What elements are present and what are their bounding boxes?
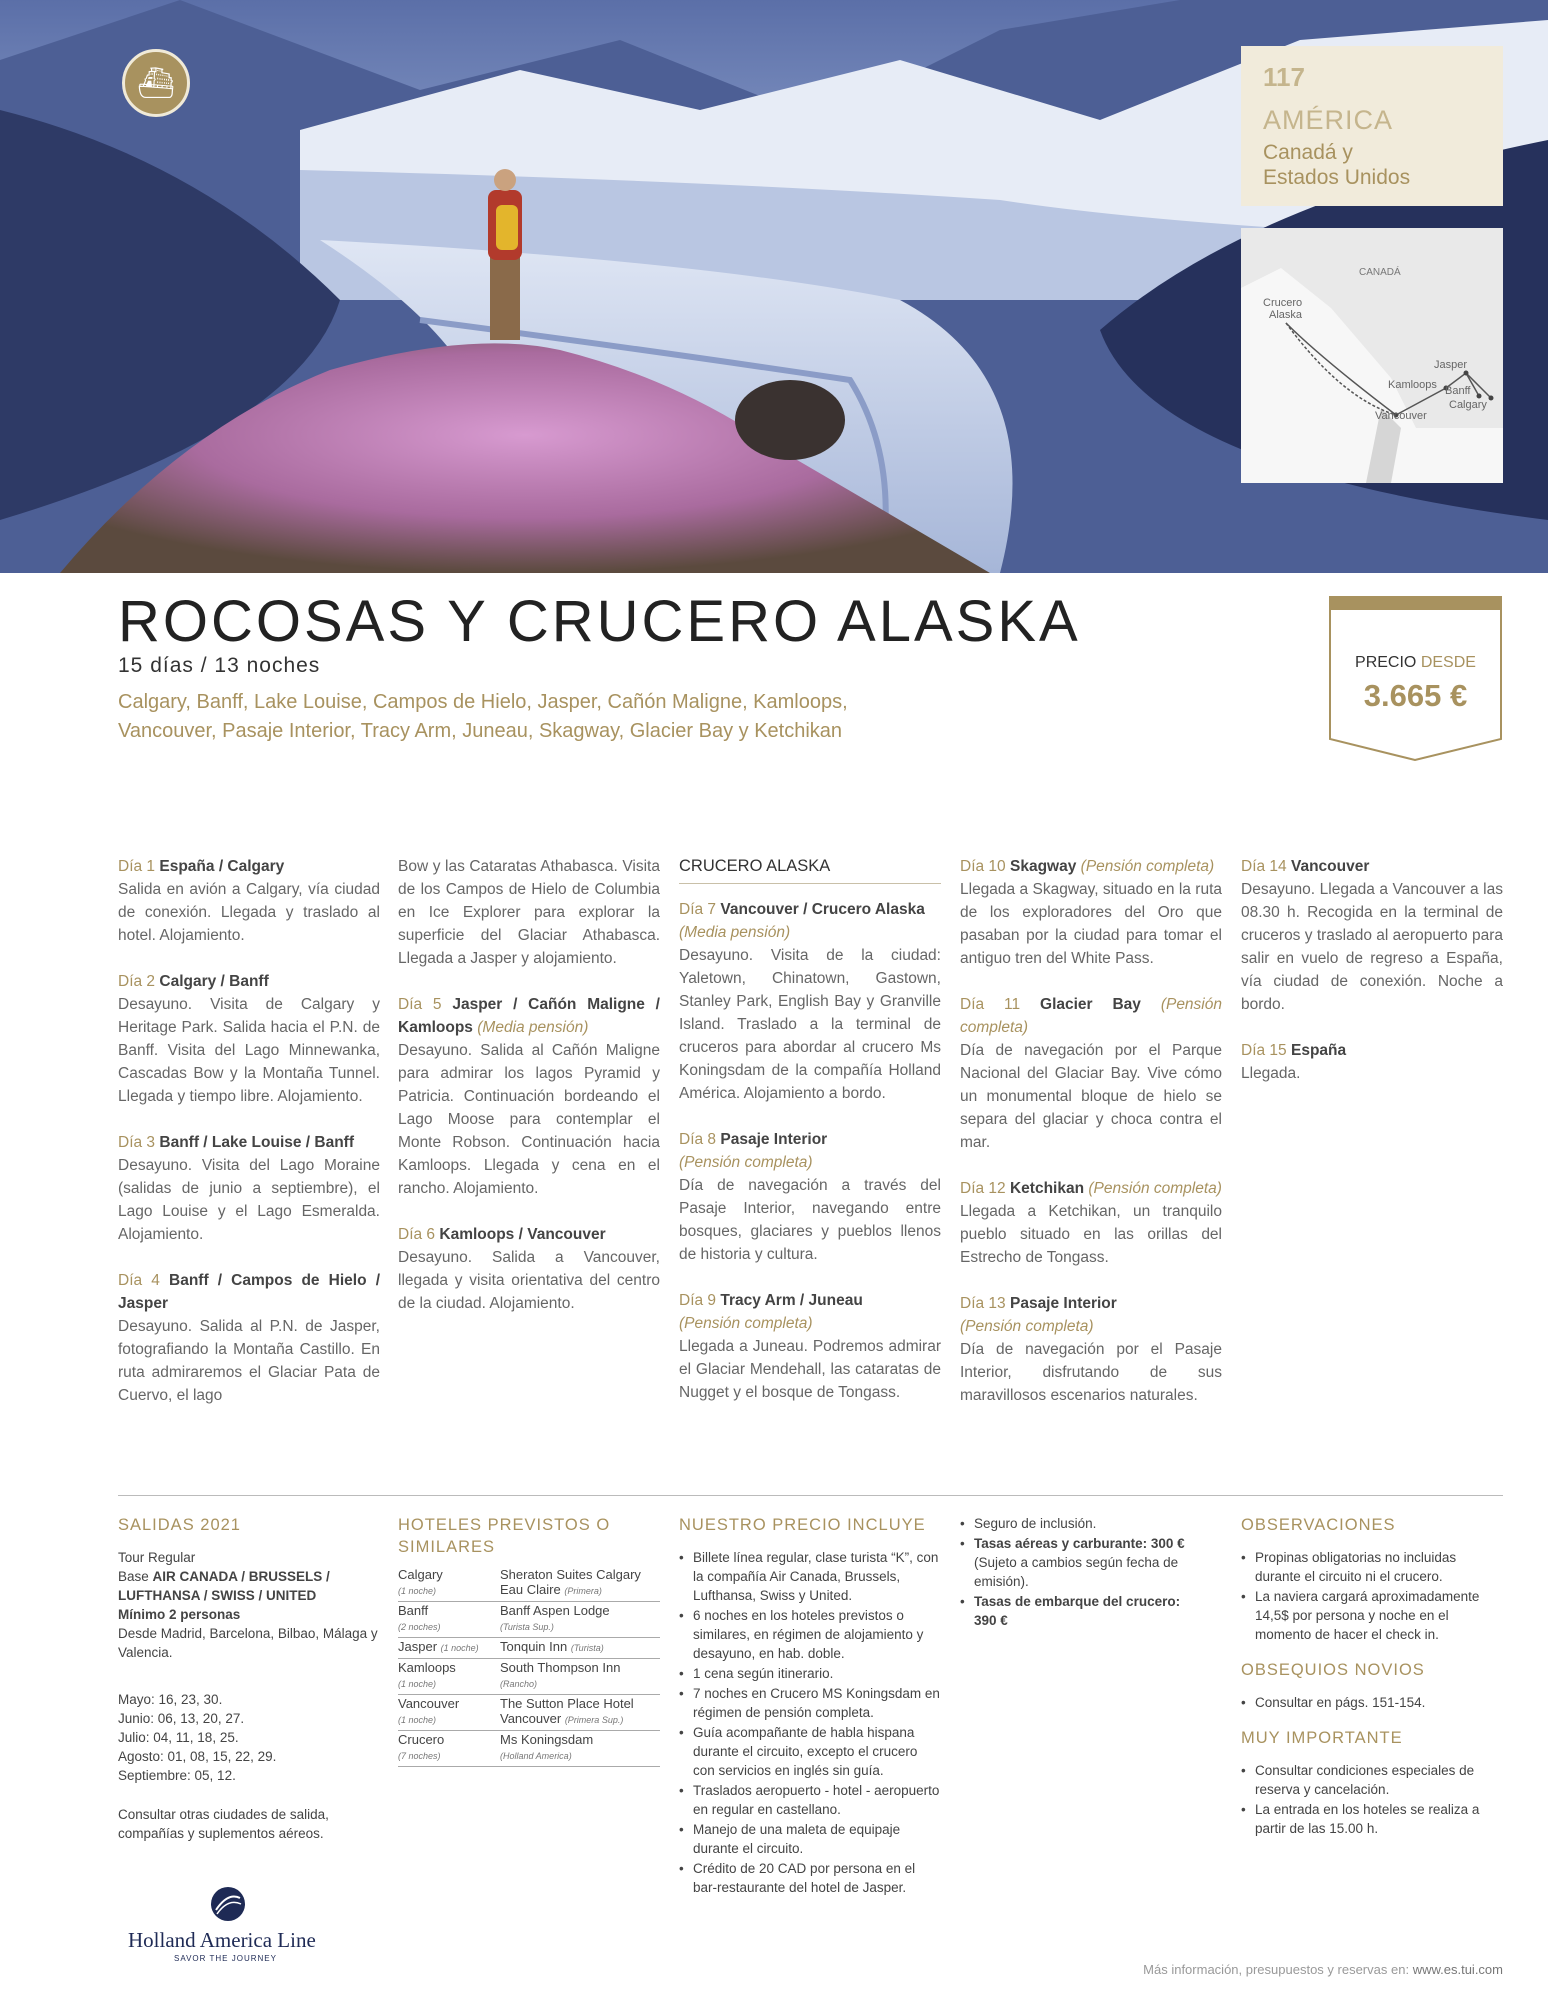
- map-label-calgary: Calgary: [1449, 399, 1487, 411]
- itinerary-column-4: [960, 855, 1222, 1430]
- trip-duration: 15 días / 13 noches: [118, 654, 321, 677]
- observation-item: • Propinas obligatorias no incluidas durante el circuito ni el crucero.: [1241, 1548, 1503, 1586]
- observations-list: [1241, 1548, 1503, 1644]
- includes-item: • 6 noches en los hoteles previstos o similares, en régimen de alojamiento y desayuno, en hab. doble.: [679, 1606, 941, 1663]
- departure-cities: Desde Madrid, Barcelona, Bilbao, Málaga y Valencia.: [118, 1626, 378, 1660]
- ship-wheel-icon: [208, 1884, 248, 1924]
- includes-item: • Traslados aeropuerto - hotel - aeropuerto en regular en castellano.: [679, 1781, 941, 1819]
- includes-item: • Tasas de embarque del crucero: 390 €: [960, 1592, 1200, 1630]
- hotel-row-vancouver: Vancouver (1 noche) The Sutton Place Hotel Vancouver (Primera Sup.): [398, 1695, 660, 1731]
- day-9: Día 9 Tracy Arm / Juneau (Pensión completa) Llegada a Juneau. Podremos admirar el Glaciar Mendehall, las cataratas de Nugget y el bosque de Tongass.: [679, 1292, 941, 1401]
- observations-heading: OBSERVACIONES: [1241, 1516, 1396, 1534]
- hotels-table: [398, 1566, 660, 1767]
- day-4-continued: Bow y las Cataratas Athabasca. Visita de los Campos de Hielo de Columbia en Ice Explorer para explorar la superficie del Glaciar Athabasca. Llegada a Jasper y alojamiento.: [398, 858, 660, 967]
- itinerary-column-3: [679, 855, 941, 1427]
- footer-url[interactable]: www.es.tui.com: [1412, 1962, 1503, 1977]
- important-list: [1241, 1761, 1503, 1838]
- price-value: 3.665 €: [1363, 678, 1468, 713]
- important-heading: MUY IMPORTANTE: [1241, 1729, 1403, 1747]
- includes-list-2: [960, 1514, 1200, 1630]
- date-june: Junio: 06, 13, 20, 27.: [118, 1711, 245, 1726]
- includes-item: • Guía acompañante de habla hispana durante el circuito, excepto el crucero con servicios en inglés sin guía.: [679, 1723, 941, 1780]
- day-11: Día 11 Glacier Bay (Pensión completa) Día de navegación por el Parque Nacional del Glaciar Bay. Vive cómo un monumental bloque de hielo se separa del glaciar y choca contra el mar.: [960, 996, 1222, 1151]
- price-box: [1329, 596, 1502, 761]
- min-persons: Mínimo 2 personas: [118, 1607, 241, 1622]
- day-12: Día 12 Ketchikan (Pensión completa) Llegada a Ketchikan, un tranquilo pueblo situado en las orillas del Estrecho de Tongass.: [960, 1180, 1222, 1266]
- includes-list: [679, 1548, 941, 1897]
- map-label-kamloops: Kamloops: [1388, 379, 1437, 391]
- day-7: Día 7 Vancouver / Crucero Alaska (Media pensión) Desayuno. Visita de la ciudad: Yaletown, Chinatown, Gastown, Stanley Park, English Bay y Granville Island. Traslado a la terminal de cruceros para abordar al crucero Ms Koningsdam de la compañía Holland América. Alojamiento a bordo.: [679, 901, 941, 1102]
- region-name: AMÉRICA: [1263, 105, 1394, 135]
- route-map: [1241, 228, 1503, 483]
- tour-type: Tour Regular: [118, 1550, 196, 1565]
- gift-item: • Consultar en págs. 151-154.: [1241, 1693, 1503, 1712]
- includes-item: • Manejo de una maleta de equipaje durante el circuito.: [679, 1820, 941, 1858]
- includes-item: • Billete línea regular, clase turista “K”, con la compañía Air Canada, Brussels, Lufthansa, Swiss y United.: [679, 1548, 941, 1605]
- footer: Más información, presupuestos y reservas en: www.es.tui.com: [1143, 1962, 1503, 1977]
- important-item: • La entrada en los hoteles se realiza a partir de las 15.00 h.: [1241, 1800, 1503, 1838]
- holland-america-logo: [118, 1884, 338, 1964]
- includes-item: • 1 cena según itinerario.: [679, 1664, 941, 1683]
- date-july: Julio: 04, 11, 18, 25.: [118, 1730, 239, 1745]
- day-8: Día 8 Pasaje Interior (Pensión completa) Día de navegación a través del Pasaje Interior, navegando entre bosques, glaciares y pueblos llenos de historia y cultura.: [679, 1131, 941, 1263]
- includes-section: [679, 1514, 941, 1898]
- day-10: Día 10 Skagway (Pensión completa) Llegada a Skagway, situado en la ruta de los exploradores del Oro que pasaban por la ciudad para tomar el antiguo tren del White Pass.: [960, 858, 1222, 967]
- day-2: Día 2 Calgary / Banff Desayuno. Visita de Calgary y Heritage Park. Salida hacia el P.N. de Banff. Visita del Lago Minnewanka, Cascadas Bow y la Montaña Tunnel. Llegada y tiempo libre. Alojamiento.: [118, 973, 380, 1105]
- includes-heading: NUESTRO PRECIO INCLUYE: [679, 1516, 926, 1534]
- trip-title: ROCOSAS Y CRUCERO ALASKA: [118, 589, 1081, 654]
- gifts-heading: OBSEQUIOS NOVIOS: [1241, 1661, 1425, 1679]
- hotel-row-banff: Banff (2 noches) Banff Aspen Lodge (Turista Sup.): [398, 1602, 660, 1638]
- includes-item: • 7 noches en Crucero MS Koningsdam en régimen de pensión completa.: [679, 1684, 941, 1722]
- hotel-row-jasper: Jasper (1 noche) Tonquin Inn (Turista): [398, 1638, 660, 1659]
- observations-section: [1241, 1514, 1503, 1839]
- trip-route: Calgary, Banff, Lake Louise, Campos de Hielo, Jasper, Cañón Maligne, Kamloops, Vancouver, Pasaje Interior, Tracy Arm, Juneau, Skagway, Glacier Bay y Ketchikan: [118, 691, 848, 742]
- logo-name: Holland America Line: [128, 1928, 316, 1952]
- date-august: Agosto: 01, 08, 15, 22, 29.: [118, 1749, 277, 1764]
- day-5: Día 5 Jasper / Cañón Maligne / Kamloops (Media pensión) Desayuno. Salida al Cañón Maligne para admirar los lagos Pyramid y Patricia. Continuación bordeando el Lago Moose para contemplar el Monte Robson. Continuación hacia Kamloops. Llegada y cena en el rancho. Alojamiento.: [398, 996, 660, 1197]
- itinerary-column-1: [118, 855, 380, 1430]
- map-label-vancouver: Vancouver: [1375, 410, 1427, 422]
- important-item: • Consultar condiciones especiales de reserva y cancelación.: [1241, 1761, 1503, 1799]
- map-label-jasper: Jasper: [1434, 359, 1468, 371]
- date-may: Mayo: 16, 23, 30.: [118, 1692, 223, 1707]
- hotels-section: [398, 1514, 660, 1767]
- day-3: Día 3 Banff / Lake Louise / Banff Desayuno. Visita del Lago Moraine (salidas de junio a septiembre), el Lago Louise y el Lago Esmeralda. Alojamiento.: [118, 1134, 380, 1243]
- region-box: [1241, 46, 1503, 206]
- map-label-banff: Banff: [1445, 385, 1471, 397]
- salidas-note: Consultar otras ciudades de salida, compañías y suplementos aéreos.: [118, 1807, 329, 1841]
- logo-tagline: SAVOR THE JOURNEY: [174, 1954, 277, 1963]
- map-label-alaska: Alaska: [1269, 309, 1303, 321]
- day-6: Día 6 Kamloops / Vancouver Desayuno. Salida a Vancouver, llegada y visita orientativa del centro de la ciudad. Alojamiento.: [398, 1226, 660, 1312]
- hotel-row-crucero: Crucero (7 noches) Ms Koningsdam (Holland America): [398, 1731, 660, 1767]
- hotels-heading: HOTELES PREVISTOS O SIMILARES: [398, 1516, 611, 1556]
- country-name: Canadá y Estados Unidos: [1263, 141, 1411, 189]
- section-divider: [118, 1495, 1503, 1496]
- itinerary-column-5: [1241, 855, 1503, 1108]
- itinerary-column-2: [398, 855, 660, 1338]
- day-1: Día 1 España / Calgary Salida en avión a Calgary, vía ciudad de conexión. Llegada y traslado al hotel. Alojamiento.: [118, 858, 380, 944]
- salidas-heading: SALIDAS 2021: [118, 1516, 241, 1534]
- date-september: Septiembre: 05, 12.: [118, 1768, 236, 1783]
- observation-item: • La naviera cargará aproximadamente 14,5$ por persona y noche en el momento de hacer el check in.: [1241, 1587, 1503, 1644]
- includes-item: • Tasas aéreas y carburante: 300 € (Sujeto a cambios según fecha de emisión).: [960, 1534, 1200, 1591]
- hotel-row-calgary: Calgary (1 noche) Sheraton Suites Calgary Eau Claire (Primera): [398, 1566, 660, 1602]
- page-number: 117: [1263, 62, 1305, 92]
- day-14: Día 14 Vancouver Desayuno. Llegada a Vancouver a las 08.30 h. Recogida en la terminal de cruceros y traslado al aeropuerto para salir en vuelo de regreso a España, vía ciudad de conexión. Noche a bordo.: [1241, 858, 1503, 1013]
- day-4: Día 4 Banff / Campos de Hielo / Jasper Desayuno. Salida al P.N. de Jasper, fotografiando la Montaña Castillo. En ruta admiraremos el Glaciar Pata de Cuervo, el lago: [118, 1272, 380, 1404]
- salidas-section: [118, 1514, 380, 1843]
- cruise-ship-icon: ⛴: [122, 49, 190, 117]
- includes-section-2: [960, 1514, 1200, 1631]
- includes-item: • Crédito de 20 CAD por persona en el bar-restaurante del hotel de Jasper.: [679, 1859, 941, 1897]
- gifts-list: [1241, 1693, 1503, 1712]
- hotel-row-kamloops: Kamloops (1 noche) South Thompson Inn (Rancho): [398, 1659, 660, 1695]
- day-15: Día 15 España Llegada.: [1241, 1042, 1347, 1082]
- day-13: Día 13 Pasaje Interior (Pensión completa) Día de navegación por el Pasaje Interior, disfrutando de sus maravillosos escenarios naturales.: [960, 1295, 1222, 1404]
- map-label-canada: CANADÁ: [1359, 267, 1401, 278]
- map-label-crucero: Crucero: [1263, 297, 1303, 309]
- cruise-heading: CRUCERO ALASKA: [679, 855, 941, 884]
- includes-item: • Seguro de inclusión.: [960, 1514, 1200, 1533]
- price-label: PRECIO DESDE: [1355, 654, 1476, 671]
- airline-base: Base AIR CANADA / BRUSSELS / LUFTHANSA / SWISS / UNITED: [118, 1569, 330, 1603]
